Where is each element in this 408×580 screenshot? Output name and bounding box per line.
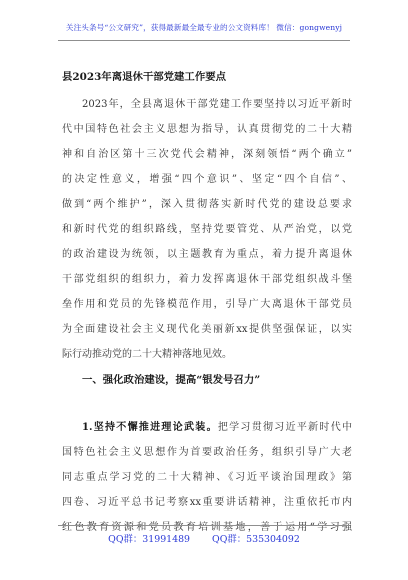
paragraph-line: 国特色社会主义思想作为首要政治任务，组织引导广大老: [62, 447, 352, 458]
footer: [0, 531, 408, 545]
footer-qq-group-2: QQ群：535304092: [212, 534, 300, 545]
document-title: 县2023年离退休干部党建工作要点: [62, 71, 226, 83]
paragraph-line: 2023年，全县离退休干部党建工作要坚持以习近平新时: [82, 99, 352, 110]
header-divider: [58, 40, 350, 41]
paragraph-line: 代中国特色社会主义思想为指导，认真贯彻党的二十大精: [62, 124, 352, 135]
paragraph-line: 红色教育资源和党员教育培训基地，善于运用“学习强: [62, 522, 352, 533]
paragraph-line: 做到“两个维护”，深入贯彻落实新时代党的建设总要求: [62, 199, 352, 210]
paragraph-line: 和新时代党的组织路线，坚持党要管党、从严治党，以党: [62, 224, 352, 235]
paragraph-line: 的决定性意义，增强“四个意识”、坚定“四个自信”、: [62, 174, 352, 185]
paragraph-line: 干部党组织的组织力，着力发挥离退休干部党组织战斗堡: [62, 274, 352, 285]
paragraph-line: 四卷、习近平总书记考察xx重要讲话精神，注重依托市内: [62, 497, 352, 508]
header-banner: 关注头条号“公文研究”，获得最新最全最专业的公文资料库！ 微信：gongwenyj: [65, 23, 343, 32]
paragraph-line: 为全面建设社会主义现代化美丽新xx提供坚强保证，以实: [62, 324, 352, 335]
paragraph-line: 际行动推动党的二十大精神落地见效。: [62, 349, 232, 360]
paragraph-line: [82, 418, 352, 438]
paragraph-line: 的政治建设为统领，以主题教育为重点，着力提升离退休: [62, 249, 352, 260]
footer-qq-group-1: QQ群：31991489: [108, 534, 191, 545]
section-heading: 一、强化政治建设，提高“银发号召力”: [82, 374, 261, 386]
item-lead: 1.坚持不懈推进理论武装。: [82, 422, 218, 433]
footer-divider: [58, 525, 350, 526]
paragraph-line: 神和自治区第十三次党代会精神，深刻领悟“两个确立”: [62, 149, 352, 160]
paragraph-line: 同志重点学习党的二十大精神、《习近平谈治国理政》第: [62, 472, 352, 483]
paragraph-line: 垒作用和党员的先锋模范作用，引导广大离退休干部党员: [62, 299, 352, 310]
item-lead-rest: 把学习贯彻习近平新时代中: [217, 422, 352, 433]
